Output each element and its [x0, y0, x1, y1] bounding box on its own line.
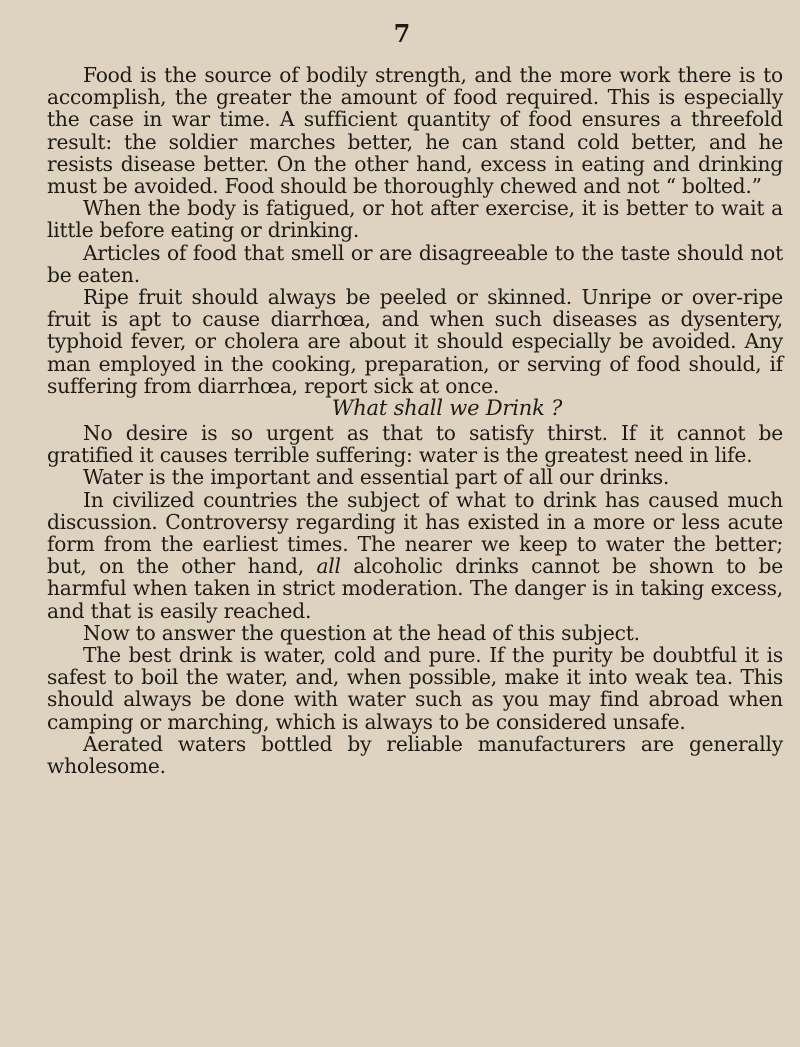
section-heading: What shall we Drink ? — [331, 396, 563, 421]
paragraph: Now to answer the question at the head of this subject. — [83, 620, 640, 645]
paragraph: Ripe fruit should always be peeled or skinned. Unripe or over-ripe fruit is apt to cause diarrhœa, and when such diseases as dysentery, typhoid fever, or cholera are about it should especially be avoided. Any man employed in the cooking, preparation, or serving of food should, if suffering from diarrhœa, report sick at once. — [47, 285, 783, 398]
emphasized-word: all — [316, 554, 341, 579]
paragraph — [47, 489, 783, 622]
paragraph-text-end: alcoholic drinks cannot be shown to be harmful when taken in strict moderation. The danger is in taking excess, and that is easily reached. — [47, 554, 784, 623]
page-number: 7 — [393, 19, 411, 48]
paragraph: Articles of food that smell or are disagreeable to the taste should not be eaten. — [47, 240, 783, 287]
paragraph: Aerated waters bottled by reliable manufacturers are generally wholesome. — [47, 731, 783, 779]
paragraph: When the body is fatigued, or hot after exercise, it is better to wait a little before eating or drinking. — [47, 196, 783, 243]
paragraph-text-start: In civilized countries the subject of what to drink has caused much discussion. Controversy regarding it has existed in a more or less acute form from the earliest times. The nearer we keep to water the better; but, on the other hand, — [47, 487, 783, 579]
paragraph: Food is the source of bodily strength, and the more work there is to accomplish, the greater the amount of food required. This is especially the case in war time. A sufficient quantity of food ensures a threefold result: the soldier marches better, he can stand cold better, and he resists disease better. On the other hand, excess in eating and drinking must be avoided. Food should be thoroughly chewed and not “ bolted.” — [47, 63, 783, 199]
page-text — [47, 64, 783, 777]
paragraph: Water is the important and essential part of all our drinks. — [83, 465, 670, 490]
paragraph: No desire is so urgent as that to satisfy thirst. If it cannot be gratified it causes terrible suffering: water is the greatest need in life. — [47, 421, 783, 468]
paragraph: The best drink is water, cold and pure. If the purity be doubtful it is safest to boil the water, and, when possible, make it into weak tea. This should always be done with water such as you may find abroad when camping or marching, which is always to be considered unsafe. — [47, 643, 783, 734]
